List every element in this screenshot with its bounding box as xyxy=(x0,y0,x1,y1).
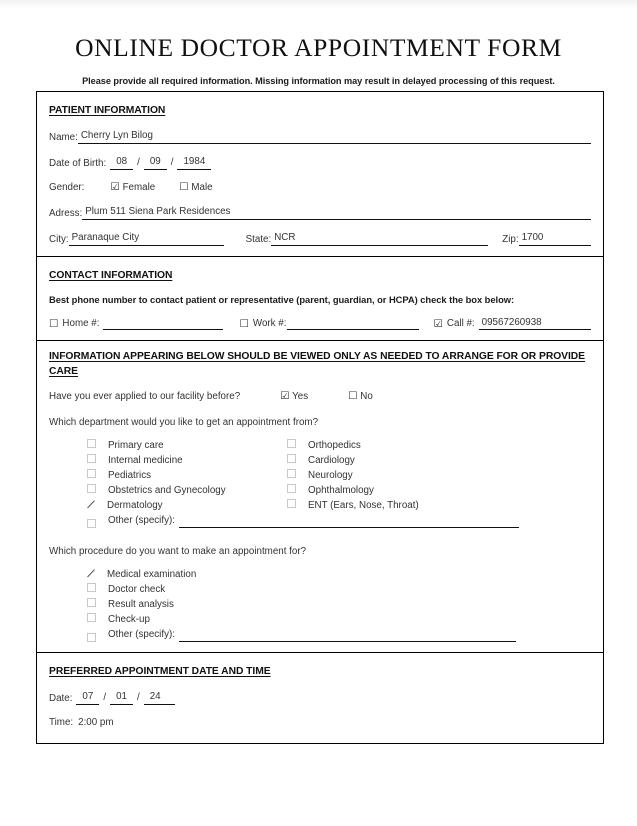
address-input[interactable]: Plum 511 Siena Park Residences xyxy=(82,205,591,220)
dob-month-input[interactable]: 08 xyxy=(110,155,133,170)
state-input[interactable]: NCR xyxy=(271,231,488,246)
list-item[interactable] xyxy=(287,468,591,483)
call-checkbox-checked-icon[interactable]: ☑ xyxy=(433,317,443,330)
list-item[interactable] xyxy=(87,567,591,582)
dob-year-input[interactable]: 1984 xyxy=(177,155,211,170)
page-subtitle: Please provide all required information. Missing information may result in delayed processing of this request. xyxy=(82,76,555,86)
work-number-input[interactable] xyxy=(287,318,419,330)
department-other-label: Other (specify): xyxy=(108,515,175,526)
list-item[interactable] xyxy=(87,498,287,513)
field-row-gender xyxy=(49,181,591,194)
section-heading-care-information: INFORMATION APPEARING BELOW SHOULD BE VIEWED ONLY AS NEEDED TO ARRANGE FOR OR PROVIDE CARE xyxy=(49,351,585,377)
gender-female-label: Female xyxy=(122,182,156,193)
department-options-right-column xyxy=(287,438,591,513)
field-row-date-of-birth xyxy=(49,155,591,170)
department-other-input[interactable] xyxy=(179,516,519,528)
check-slash-glyph xyxy=(87,569,95,578)
list-item[interactable] xyxy=(287,438,591,453)
section-care-information xyxy=(37,341,603,653)
applied-no-label: No xyxy=(360,391,373,402)
checkbox-empty-icon[interactable]: ☐ xyxy=(179,180,189,193)
procedure-question: Which procedure do you want to make an appointment for? xyxy=(49,546,307,557)
section-appointment xyxy=(37,653,603,743)
appointment-time-label: Time: xyxy=(49,717,74,728)
department-label: Internal medicine xyxy=(108,455,183,466)
appointment-slash-1: / xyxy=(103,692,107,703)
procedure-other-label: Other (specify): xyxy=(108,629,175,640)
state-label: State: xyxy=(245,234,272,245)
appointment-time-input[interactable]: 2:00 pm xyxy=(78,717,114,728)
check-slash-glyph xyxy=(87,500,95,509)
list-item[interactable] xyxy=(87,582,591,597)
department-label: Ophthalmology xyxy=(308,485,374,496)
list-item[interactable] xyxy=(287,483,591,498)
city-label: City: xyxy=(49,234,69,245)
applied-before-question: Have you ever applied to our facility before? xyxy=(49,391,241,402)
gender-female-option[interactable] xyxy=(110,181,155,194)
checkbox-empty-icon[interactable] xyxy=(87,484,96,493)
procedure-other-row xyxy=(87,627,591,642)
appointment-slash-2: / xyxy=(136,692,140,703)
department-label: ENT (Ears, Nose, Throat) xyxy=(308,500,419,511)
checkbox-checked-icon[interactable]: ☑ xyxy=(110,180,120,193)
department-label: Cardiology xyxy=(308,455,355,466)
field-row-phone-numbers xyxy=(49,317,591,330)
field-row-address xyxy=(49,205,591,220)
section-contact-information xyxy=(37,257,603,341)
list-item[interactable] xyxy=(87,597,591,612)
appointment-day-input[interactable]: 01 xyxy=(110,690,133,705)
checkbox-checked-icon[interactable]: ☑ xyxy=(280,389,290,402)
dob-label: Date of Birth: xyxy=(49,158,107,169)
procedure-other-input[interactable] xyxy=(179,630,516,642)
field-row-applied-before xyxy=(49,390,591,403)
field-row-appointment-date xyxy=(49,690,591,705)
section-patient-information xyxy=(37,92,603,257)
checkbox-empty-icon[interactable] xyxy=(287,469,296,478)
work-number-label: Work #: xyxy=(252,318,287,329)
field-row-appointment-time xyxy=(49,716,591,729)
department-other-row xyxy=(87,513,591,528)
checkbox-empty-icon[interactable] xyxy=(287,484,296,493)
name-input[interactable]: Cherry Lyn Bilog xyxy=(78,129,591,144)
appointment-month-input[interactable]: 07 xyxy=(76,690,99,705)
applied-yes-label: Yes xyxy=(292,391,309,402)
list-item[interactable] xyxy=(87,483,287,498)
department-label: Obstetrics and Gynecology xyxy=(108,485,226,496)
name-label: Name: xyxy=(49,132,78,143)
page-title: ONLINE DOCTOR APPOINTMENT FORM xyxy=(75,33,562,62)
call-number-label: Call #: xyxy=(446,318,475,329)
checkbox-checked-icon[interactable] xyxy=(87,499,95,508)
home-checkbox-empty-icon[interactable]: ☐ xyxy=(49,317,59,330)
department-question: Which department would you like to get an appointment from? xyxy=(49,417,319,428)
procedure-options xyxy=(49,567,591,642)
checkbox-empty-icon[interactable] xyxy=(287,454,296,463)
zip-label: Zip: xyxy=(502,234,519,245)
department-label: Orthopedics xyxy=(308,440,361,451)
section-heading-patient-information: PATIENT INFORMATION xyxy=(49,105,166,116)
address-label: Adress: xyxy=(49,208,83,219)
procedure-label: Check-up xyxy=(108,614,150,625)
section-heading-contact-information: CONTACT INFORMATION xyxy=(49,270,173,281)
list-item[interactable] xyxy=(87,612,591,627)
list-item[interactable] xyxy=(87,453,287,468)
list-item[interactable] xyxy=(87,438,287,453)
checkbox-empty-icon[interactable] xyxy=(87,598,96,607)
department-options xyxy=(49,438,591,528)
appointment-date-label: Date: xyxy=(49,693,73,704)
checkbox-empty-icon[interactable] xyxy=(87,439,96,448)
department-label: Neurology xyxy=(308,470,353,481)
department-label: Dermatology xyxy=(107,500,163,511)
procedure-label: Doctor check xyxy=(108,584,166,595)
dob-day-input[interactable]: 09 xyxy=(144,155,167,170)
checkbox-checked-icon[interactable] xyxy=(87,568,95,577)
checkbox-empty-icon[interactable] xyxy=(87,633,96,642)
work-checkbox-empty-icon[interactable]: ☐ xyxy=(239,317,249,330)
checkbox-empty-icon[interactable] xyxy=(87,583,96,592)
gender-male-option[interactable] xyxy=(179,181,212,194)
home-number-label: Home #: xyxy=(62,318,100,329)
department-label: Primary care xyxy=(108,440,164,451)
checkbox-empty-icon[interactable] xyxy=(87,469,96,478)
dob-slash-1: / xyxy=(137,157,140,168)
department-options-left-column xyxy=(87,438,287,513)
call-number-input[interactable]: 09567260938 xyxy=(479,317,591,330)
zip-input[interactable]: 1700 xyxy=(519,231,591,246)
contact-instruction: Best phone number to contact patient or representative (parent, guardian, or HCPA) check the box below: xyxy=(49,294,515,305)
department-label: Pediatrics xyxy=(108,470,152,481)
city-input[interactable]: Paranaque City xyxy=(69,231,224,246)
dob-slash-2: / xyxy=(170,157,174,168)
checkbox-empty-icon[interactable] xyxy=(287,499,296,508)
appointment-year-input[interactable]: 24 xyxy=(144,690,175,705)
applied-yes-option[interactable] xyxy=(280,390,308,403)
list-item[interactable] xyxy=(287,453,591,468)
field-row-name xyxy=(49,129,591,144)
checkbox-empty-icon[interactable]: ☐ xyxy=(348,389,358,402)
procedure-label: Result analysis xyxy=(108,599,174,610)
checkbox-empty-icon[interactable] xyxy=(87,519,96,528)
applied-no-option[interactable] xyxy=(348,390,373,403)
field-row-city-state-zip xyxy=(49,231,591,246)
gender-label: Gender: xyxy=(49,182,85,193)
list-item[interactable] xyxy=(287,498,591,513)
home-number-input[interactable] xyxy=(103,318,223,330)
procedure-label: Medical examination xyxy=(107,569,197,580)
section-heading-appointment: PREFERRED APPOINTMENT DATE AND TIME xyxy=(49,666,271,677)
checkbox-empty-icon[interactable] xyxy=(87,613,96,622)
gender-male-label: Male xyxy=(191,182,213,193)
list-item[interactable] xyxy=(87,468,287,483)
checkbox-empty-icon[interactable] xyxy=(87,454,96,463)
form-container xyxy=(36,91,604,744)
checkbox-empty-icon[interactable] xyxy=(287,439,296,448)
